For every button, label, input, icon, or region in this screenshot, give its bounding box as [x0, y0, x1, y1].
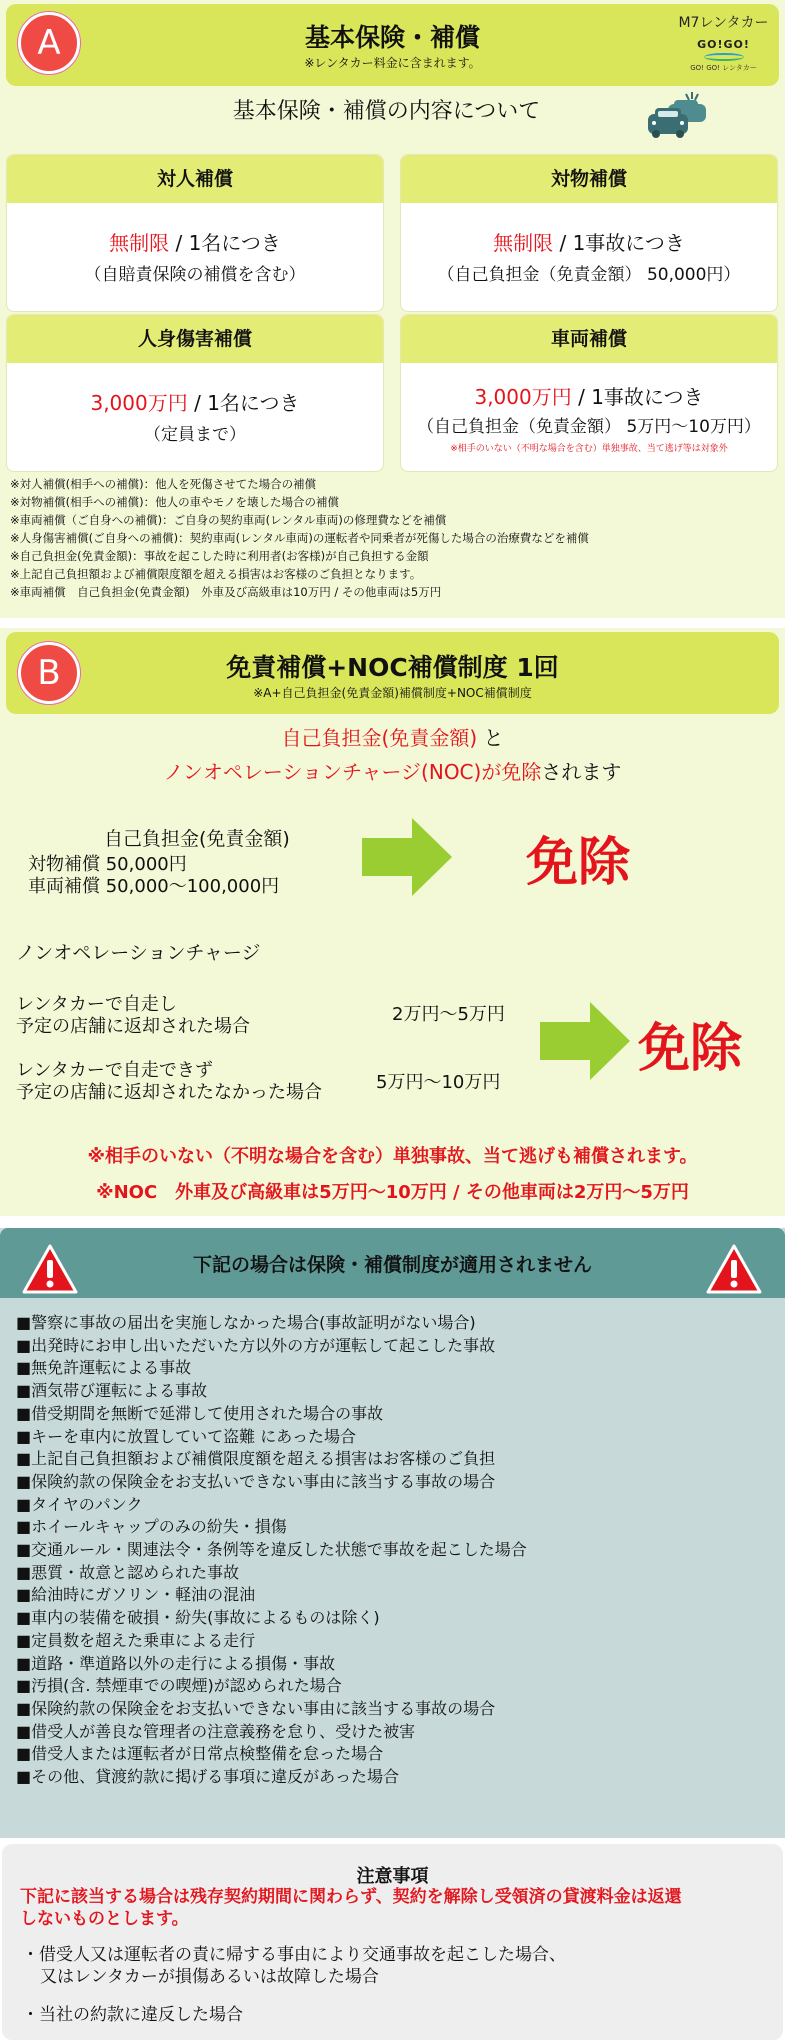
car-accident-icon — [646, 90, 710, 140]
coverage-card-vehicle — [400, 314, 778, 472]
coverage-unit: 1名につき — [207, 391, 300, 415]
list-item: ■酒気帯び運転による事故 — [16, 1381, 208, 1401]
section-basic-insurance — [0, 0, 785, 618]
noc-case-line: レンタカーで自走できず — [16, 1060, 213, 1081]
coverage-card-personal-injury — [6, 314, 384, 472]
waiver-footnote-2: ※NOC 外車及び高級車は5万円～10万円 / その他車両は2万円～5万円 — [96, 1182, 689, 1203]
list-item: ■汚損(含. 禁煙車での喫煙)が認められた場合 — [16, 1676, 342, 1696]
section-b-badge: B — [18, 642, 80, 704]
list-item: ■借受人または運転者が日常点検整備を怠った場合 — [16, 1744, 384, 1764]
coverage-unit: 1名につき — [188, 231, 281, 255]
section-exclusions — [0, 1228, 785, 1838]
noc-case-self-driven — [16, 994, 250, 1038]
list-item: ■道路・準道路以外の走行による損傷・事故 — [16, 1653, 336, 1673]
noc-amount: 5万円～10万円 — [376, 1072, 501, 1093]
coverage-card-title: 車両補償 — [401, 315, 777, 363]
list-item: ■ホイールキャップのみの紛失・損傷 — [16, 1517, 287, 1537]
coverage-card-title: 対人補償 — [7, 155, 383, 203]
section-cautions — [2, 1844, 783, 2040]
list-item: ■借受期間を無断で延滞して使用された場合の事故 — [16, 1403, 384, 1423]
coverage-notes — [10, 475, 770, 601]
exclusions-header — [0, 1228, 785, 1298]
brand-logo-text: GO!GO! — [697, 38, 750, 51]
coverage-card-title: 人身傷害補償 — [7, 315, 383, 363]
cautions-bullet-line: 又はレンタカーが損傷あるいは故障した場合 — [40, 1967, 379, 1987]
arrow-right-icon — [362, 818, 452, 896]
cautions-bullet-2: ・当社の約款に違反した場合 — [22, 2005, 243, 2025]
coverage-limit: 無制限 — [493, 231, 554, 255]
coverage-detail: （定員まで） — [144, 425, 246, 445]
coverage-limit: 3,000万円 — [474, 385, 572, 409]
section-b-header — [6, 632, 779, 714]
section-a-header — [6, 4, 779, 86]
note-line: ※上記自己負担額および補償限度額を超える損害はお客様のご負担となります。 — [10, 567, 422, 581]
noc-case-line: 予定の店舗に返却された場合 — [16, 1016, 250, 1037]
coverage-detail: （自賠責保険の補償を含む） — [84, 265, 306, 285]
intro-text: と — [477, 726, 504, 750]
noc-amount: 2万円～5万円 — [392, 1004, 505, 1025]
deductible-exempt-label: 免除 — [526, 833, 631, 893]
list-item: ■給油時にガソリン・軽油の混油 — [16, 1585, 256, 1605]
section-waiver-noc — [0, 628, 785, 1216]
warning-icon — [706, 1244, 762, 1294]
coverage-separator: / — [169, 231, 189, 255]
waiver-intro-line2 — [0, 756, 785, 785]
list-item: ■上記自己負担額および補償限度額を超える損害はお客様のご負担 — [16, 1449, 496, 1469]
list-item: ■出発時にお申し出いただいた方以外の方が運転して起こした事故 — [16, 1335, 496, 1355]
deductible-label: 車両補償 — [28, 876, 100, 897]
list-item: ■定員数を超えた乗車による走行 — [16, 1630, 256, 1650]
coverage-separator: / — [553, 231, 573, 255]
basic-coverage-heading: 基本保険・補償の内容について — [232, 99, 541, 124]
note-line: ※人身傷害補償(ご自身への補償)：契約車両(レンタル車両)の運転者や同乗者が死傷した場合の治療費などを補償 — [10, 531, 589, 545]
deductible-row — [28, 872, 279, 898]
brand-logo — [666, 12, 781, 73]
brand-name: M7レンタカー — [678, 15, 769, 31]
intro-red-text: ノンオペレーションチャージ(NOC)が免除 — [163, 760, 542, 784]
exclusions-title: 下記の場合は保険・補償制度が適用されません — [192, 1254, 592, 1276]
cautions-warning-line: 下記に該当する場合は残存契約期間に関わらず、契約を解除し受領済の貸渡料金は返還 — [20, 1887, 682, 1907]
exclusions-list — [16, 1312, 776, 1789]
brand-logo-sub: GO! GO! レンタカー — [690, 64, 757, 72]
note-line: ※車両補償 自己負担金(免責金額) 外車及び高級車は10万円 / その他車両は5万円 — [10, 585, 442, 599]
coverage-card-bodily — [6, 154, 384, 312]
list-item: ■タイヤのパンク — [16, 1494, 143, 1514]
intro-text: されます — [541, 760, 622, 784]
cautions-warning — [20, 1886, 770, 1930]
noc-case-line: 予定の店舗に返却されたなかった場合 — [16, 1082, 322, 1103]
list-item: ■保険約款の保険金をお支払いできない事由に該当する事故の場合 — [16, 1471, 496, 1491]
cautions-bullet-line: ・借受人又は運転者の責に帰する事由により交通事故を起こした場合、 — [22, 1945, 566, 1965]
note-line: ※対物補償(相手への補償)：他人の車やモノを壊した場合の補償 — [10, 495, 339, 509]
list-item: ■悪質・故意と認められた事故 — [16, 1562, 240, 1582]
noc-title: ノンオペレーションチャージ — [16, 942, 261, 964]
list-item: ■交通ルール・関連法令・条例等を違反した状態で事故を起こした場合 — [16, 1540, 527, 1560]
list-item: ■無免許運転による事故 — [16, 1358, 192, 1378]
cautions-title: 注意事項 — [356, 1866, 429, 1887]
coverage-limit: 3,000万円 — [90, 391, 188, 415]
note-line: ※車両補償（ご自身への補償)：ご自身の契約車両(レンタル車両)の修理費などを補償 — [10, 513, 447, 527]
arrow-right-icon — [540, 1002, 630, 1080]
deductible-value: 50,000円 — [105, 854, 187, 875]
coverage-detail: （自己負担金（免責金額） 5万円～10万円） — [417, 417, 761, 437]
coverage-detail: （自己負担金（免責金額） 50,000円） — [437, 265, 741, 285]
section-b-title: 免責補償+NOC補償制度 1回 — [226, 653, 559, 682]
section-a-title: 基本保険・補償 — [304, 23, 480, 52]
coverage-unit: 1事故につき — [572, 231, 685, 255]
coverage-card-property — [400, 154, 778, 312]
coverage-separator: / — [187, 391, 208, 415]
noc-case-line: レンタカーで自走し — [16, 994, 177, 1015]
list-item: ■車内の装備を破損・紛失(事故によるものは除く) — [16, 1608, 380, 1628]
list-item: ■保険約款の保険金をお支払いできない事由に該当する事故の場合 — [16, 1698, 496, 1718]
coverage-separator: / — [571, 385, 592, 409]
list-item: ■キーを車内に放置していて盗難 にあった場合 — [16, 1426, 357, 1446]
list-item: ■借受人が善良な管理者の注意義務を怠り、受けた被害 — [16, 1721, 416, 1741]
intro-red-text: 自己負担金(免責金額) — [281, 726, 478, 750]
section-a-subtitle: ※レンタカー料金に含まれます。 — [304, 56, 481, 70]
list-item: ■警察に事故の届出を実施しなかった場合(事故証明がない場合) — [16, 1313, 476, 1332]
deductible-label: 対物補償 — [28, 854, 100, 875]
deductible-value: 50,000～100,000円 — [105, 876, 280, 897]
waiver-footnote-1: ※相手のいない（不明な場合を含む）単独事故、当て逃げも補償されます。 — [87, 1146, 698, 1167]
note-line: ※対人補償(相手への補償)：他人を死傷させてた場合の補償 — [10, 477, 317, 491]
cautions-warning-line: しないものとします。 — [20, 1909, 189, 1929]
section-b-subtitle: ※A+自己負担金(免責金額)補償制度+NOC補償制度 — [253, 686, 532, 700]
coverage-limit: 無制限 — [109, 231, 170, 255]
list-item: ■その他、貸渡約款に掲げる事項に違反があった場合 — [16, 1767, 399, 1787]
waiver-intro-line1 — [0, 722, 785, 751]
noc-exempt-label: 免除 — [638, 1019, 743, 1079]
note-line: ※自己負担金(免責金額)：事故を起こした時に利用者(お客様)が自己負担する金額 — [10, 549, 429, 563]
cautions-bullet-1 — [22, 1944, 566, 1988]
brand-swoosh-icon — [704, 53, 744, 61]
coverage-card-title: 対物補償 — [401, 155, 777, 203]
coverage-unit: 1事故につき — [591, 385, 704, 409]
deductible-title: 自己負担金(免責金額) — [104, 828, 290, 850]
section-a-badge: A — [18, 12, 80, 74]
noc-case-not-driven — [16, 1060, 322, 1104]
coverage-exclusion-note: ※相手のいない（不明な場合を含む）単独事故、当て逃げ等は対象外 — [450, 444, 728, 454]
